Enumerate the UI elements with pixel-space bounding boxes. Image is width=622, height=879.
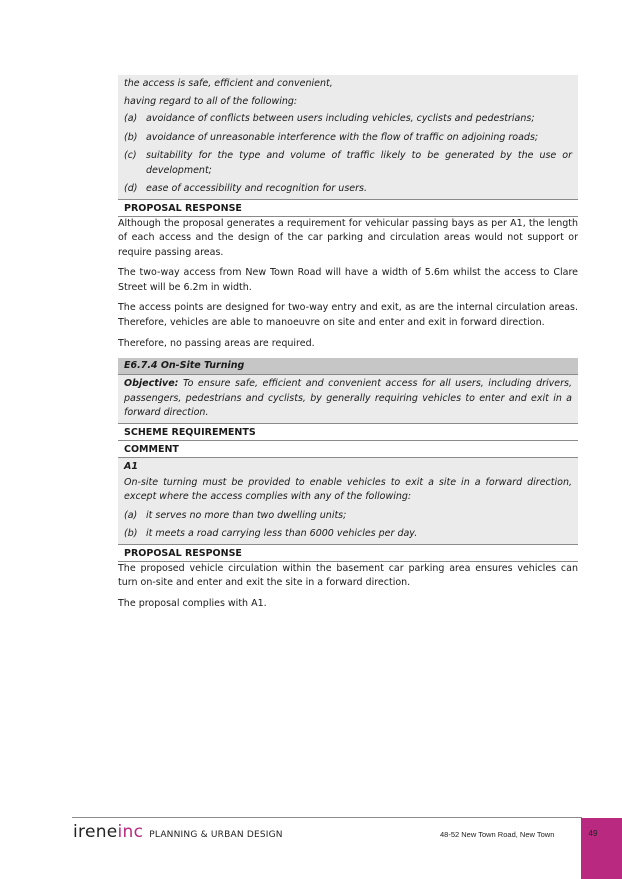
logo-accent: inc xyxy=(117,822,144,842)
company-logo xyxy=(73,822,283,842)
list-marker: (b) xyxy=(124,528,138,540)
section-title: E6.7.4 On-Site Turning xyxy=(118,358,578,375)
response-paragraph: Although the proposal generates a requirement for vehicular passing bays as per A1, the length of each access and the design of the car parking and circulation areas would not support or require passing areas. xyxy=(118,217,578,258)
list-text: suitability for the type and volume of traffic likely to be generated by the use or development; xyxy=(146,150,572,176)
logo-subtitle: PLANNING & URBAN DESIGN xyxy=(149,830,283,840)
list-text: ease of accessibility and recognition for users. xyxy=(146,183,367,194)
comment-heading: COMMENT xyxy=(118,441,578,458)
list-item xyxy=(124,129,572,148)
response-paragraph: The proposal complies with A1. xyxy=(118,597,267,609)
list-text: avoidance of conflicts between users including vehicles, cyclists and pedestrians; xyxy=(146,113,535,124)
logo-main: irene xyxy=(73,822,118,842)
page-number-tab xyxy=(581,818,622,879)
list-item xyxy=(124,147,572,180)
proposal-response-heading: PROPOSAL RESPONSE xyxy=(118,199,578,217)
list-marker: (a) xyxy=(124,113,138,124)
list-text: avoidance of unreasonable interference with the flow of traffic on adjoining roads; xyxy=(146,131,539,143)
list-item xyxy=(124,110,572,129)
footer-divider xyxy=(72,817,582,818)
response-paragraph: The access points are designed for two-way entry and exit, as are the internal circulation areas. Therefore, vehicles are able to manoeuvre on site and enter and exit in forward direction. xyxy=(118,302,578,329)
requirement-line: having regard to all of the following: xyxy=(124,95,298,107)
list-item xyxy=(124,507,572,526)
response-paragraph: Therefore, no passing areas are required. xyxy=(118,337,315,349)
footer-address: 48-52 New Town Road, New Town xyxy=(440,830,555,839)
list-item xyxy=(124,525,572,544)
requirement-line: the access is safe, efficient and convenient, xyxy=(124,78,333,89)
a1-requirement-box xyxy=(118,458,578,544)
response-paragraph: The two-way access from New Town Road will have a width of 5.6m whilst the access to Clare Street will be 6.2m in width. xyxy=(118,267,578,293)
objective-label: Objective: xyxy=(124,378,179,390)
objective-block xyxy=(118,375,578,424)
list-item xyxy=(124,180,572,199)
scheme-requirements-heading: SCHEME REQUIREMENTS xyxy=(118,424,578,441)
a1-label: A1 xyxy=(124,461,138,473)
a1-text: On-site turning must be provided to enable vehicles to exit a site in a forward direction, except where the access complies with any of the following: xyxy=(124,476,572,503)
requirement-box xyxy=(118,75,578,199)
page-number: 49 xyxy=(588,829,598,838)
main-content xyxy=(118,75,578,618)
response-paragraph: The proposed vehicle circulation within the basement car parking area ensures vehicles can turn on-site and enter and exit the site in a forward direction. xyxy=(118,562,578,589)
list-marker: (b) xyxy=(124,131,138,143)
list-marker: (d) xyxy=(124,183,138,194)
list-marker: (a) xyxy=(124,509,138,521)
objective-text: To ensure safe, efficient and convenient access for all users, including drivers, passengers, pedestrians and cyclists, by generally requiring vehicles to enter and exit in a forward direction. xyxy=(124,378,572,419)
list-marker: (c) xyxy=(124,150,137,161)
list-text: it serves no more than two dwelling units; xyxy=(146,509,347,521)
proposal-response-heading: PROPOSAL RESPONSE xyxy=(118,544,578,562)
list-text: it meets a road carrying less than 6000 vehicles per day. xyxy=(146,528,418,540)
